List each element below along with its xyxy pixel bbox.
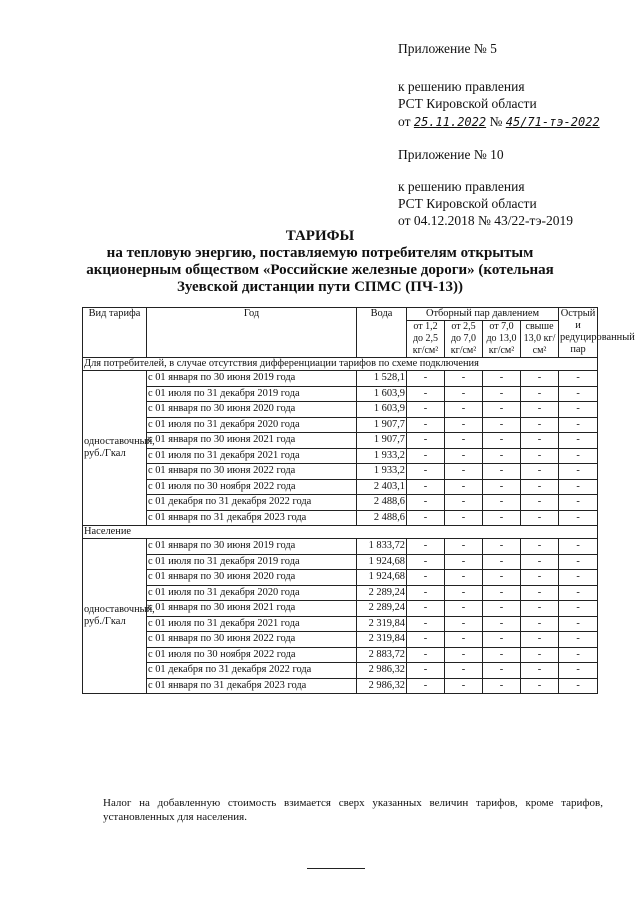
annex5-number: 45/71-тэ-2022 [505, 115, 600, 129]
empty-dash-cell: - [407, 616, 445, 632]
empty-dash-cell: - [407, 417, 445, 433]
empty-dash-cell: - [559, 678, 598, 694]
empty-dash-cell: - [483, 678, 521, 694]
empty-dash-cell: - [559, 539, 598, 555]
annex5-title: Приложение № 5 [398, 41, 497, 56]
annex5-line2: РСТ Кировской области [398, 96, 537, 111]
empty-dash-cell: - [445, 539, 483, 555]
empty-dash-cell: - [483, 601, 521, 617]
water-value: 1 603,9 [357, 386, 407, 402]
period-cell: с 01 января по 30 июня 2019 года [147, 371, 357, 387]
empty-dash-cell: - [483, 510, 521, 526]
tariff-table [82, 307, 635, 694]
header-steam: Отборный пар давлением [407, 308, 559, 321]
period-cell: с 01 января по 30 июня 2019 года [147, 539, 357, 555]
table-row [83, 585, 598, 601]
empty-dash-cell: - [521, 554, 559, 570]
empty-dash-cell: - [407, 495, 445, 511]
period-cell: с 01 января по 30 июня 2021 года [147, 433, 357, 449]
table-row [83, 464, 598, 480]
empty-dash-cell: - [559, 433, 598, 449]
empty-dash-cell: - [483, 417, 521, 433]
empty-dash-cell: - [445, 417, 483, 433]
period-cell: с 01 января по 31 декабря 2023 года [147, 510, 357, 526]
table-row [83, 678, 598, 694]
water-value: 1 528,1 [357, 371, 407, 387]
table-row [83, 479, 598, 495]
empty-dash-cell: - [521, 632, 559, 648]
empty-dash-cell: - [521, 464, 559, 480]
period-cell: с 01 января по 30 июня 2020 года [147, 570, 357, 586]
period-cell: с 01 июля по 31 декабря 2020 года [147, 417, 357, 433]
table-row [83, 554, 598, 570]
empty-dash-cell: - [559, 479, 598, 495]
period-cell: с 01 января по 31 декабря 2023 года [147, 678, 357, 694]
empty-dash-cell: - [407, 570, 445, 586]
empty-dash-cell: - [407, 479, 445, 495]
empty-dash-cell: - [521, 570, 559, 586]
empty-dash-cell: - [445, 647, 483, 663]
doc-title: ТАРИФЫ [285, 228, 355, 244]
period-cell: с 01 июля по 31 декабря 2019 года [147, 554, 357, 570]
empty-dash-cell: - [521, 601, 559, 617]
empty-dash-cell: - [559, 510, 598, 526]
annex10-line2: РСТ Кировской области [398, 196, 537, 211]
table-row [83, 417, 598, 433]
empty-dash-cell: - [521, 433, 559, 449]
table-row [83, 402, 598, 418]
annex5-from: от [398, 114, 411, 129]
header-water: Вода [357, 308, 407, 358]
empty-dash-cell: - [407, 678, 445, 694]
header-kind: Вид тарифа [83, 308, 147, 358]
empty-dash-cell: - [559, 585, 598, 601]
empty-dash-cell: - [483, 632, 521, 648]
empty-dash-cell: - [483, 464, 521, 480]
empty-dash-cell: - [559, 417, 598, 433]
empty-dash-cell: - [483, 616, 521, 632]
empty-dash-cell: - [407, 448, 445, 464]
empty-dash-cell: - [407, 663, 445, 679]
empty-dash-cell: - [521, 417, 559, 433]
empty-dash-cell: - [483, 647, 521, 663]
header-year: Год [147, 308, 357, 358]
table-row [83, 570, 598, 586]
empty-dash-cell: - [483, 433, 521, 449]
table-row [83, 433, 598, 449]
empty-dash-cell: - [521, 678, 559, 694]
annex10-line1: к решению правления [398, 179, 525, 194]
period-cell: с 01 декабря по 31 декабря 2022 года [147, 663, 357, 679]
annex5-line1: к решению правления [398, 79, 525, 94]
empty-dash-cell: - [445, 510, 483, 526]
header-pressure-2: от 2,5 до 7,0 кг/см² [445, 321, 483, 358]
empty-dash-cell: - [483, 554, 521, 570]
header-sharp-steam: Острый и редуцированный пар [559, 308, 598, 358]
empty-dash-cell: - [445, 554, 483, 570]
empty-dash-cell: - [521, 663, 559, 679]
water-value: 1 933,2 [357, 448, 407, 464]
empty-dash-cell: - [445, 601, 483, 617]
empty-dash-cell: - [483, 402, 521, 418]
water-value: 2 488,6 [357, 495, 407, 511]
empty-dash-cell: - [483, 570, 521, 586]
doc-subtitle-3: Зуевской дистанции пути СПМС (ПЧ-13)) [177, 279, 463, 295]
water-value: 2 403,1 [357, 479, 407, 495]
header-pressure-3: от 7,0 до 13,0 кг/см² [483, 321, 521, 358]
empty-dash-cell: - [559, 601, 598, 617]
period-cell: с 01 июля по 31 декабря 2021 года [147, 616, 357, 632]
empty-dash-cell: - [483, 448, 521, 464]
period-cell: с 01 января по 30 июня 2022 года [147, 464, 357, 480]
table-row [83, 663, 598, 679]
empty-dash-cell: - [521, 479, 559, 495]
water-value: 1 933,2 [357, 464, 407, 480]
signature-rule [307, 868, 365, 869]
empty-dash-cell: - [521, 647, 559, 663]
empty-dash-cell: - [407, 402, 445, 418]
empty-dash-cell: - [445, 495, 483, 511]
period-cell: с 01 июля по 31 декабря 2020 года [147, 585, 357, 601]
section-title: Для потребителей, в случае отсутствия дифференциации тарифов по схеме подключения [83, 358, 598, 371]
water-value: 2 986,32 [357, 663, 407, 679]
empty-dash-cell: - [445, 678, 483, 694]
empty-dash-cell: - [407, 510, 445, 526]
empty-dash-cell: - [407, 386, 445, 402]
period-cell: с 01 января по 30 июня 2020 года [147, 402, 357, 418]
water-value: 2 986,32 [357, 678, 407, 694]
annex5-num-label: № [489, 114, 503, 129]
empty-dash-cell: - [521, 448, 559, 464]
empty-dash-cell: - [445, 371, 483, 387]
water-value: 1 603,9 [357, 402, 407, 418]
doc-subtitle-1: на тепловую энергию, поставляемую потребителям открытым [106, 245, 534, 261]
tariff-kind: одноставочный, руб./Гкал [83, 539, 147, 694]
empty-dash-cell: - [559, 495, 598, 511]
annex10-line3: от 04.12.2018 № 43/22-тэ-2019 [398, 213, 573, 228]
header-pressure-1: от 1,2 до 2,5 кг/см² [407, 321, 445, 358]
empty-dash-cell: - [483, 663, 521, 679]
empty-dash-cell: - [407, 585, 445, 601]
empty-dash-cell: - [445, 448, 483, 464]
empty-dash-cell: - [445, 570, 483, 586]
table-row [83, 371, 598, 387]
empty-dash-cell: - [483, 386, 521, 402]
empty-dash-cell: - [483, 539, 521, 555]
empty-dash-cell: - [521, 616, 559, 632]
table-row [83, 616, 598, 632]
table-row [83, 632, 598, 648]
water-value: 1 833,72 [357, 539, 407, 555]
empty-dash-cell: - [445, 433, 483, 449]
period-cell: с 01 декабря по 31 декабря 2022 года [147, 495, 357, 511]
table-row [83, 495, 598, 511]
water-value: 2 883,72 [357, 647, 407, 663]
empty-dash-cell: - [559, 464, 598, 480]
empty-dash-cell: - [483, 371, 521, 387]
annex10-title: Приложение № 10 [398, 147, 504, 162]
table-row [83, 601, 598, 617]
annex5-line3 [398, 113, 600, 131]
period-cell: с 01 июля по 30 ноября 2022 года [147, 647, 357, 663]
empty-dash-cell: - [559, 554, 598, 570]
empty-dash-cell: - [407, 464, 445, 480]
header-pressure-4: свыше 13,0 кг/см² [521, 321, 559, 358]
empty-dash-cell: - [407, 601, 445, 617]
annex5-date: 25.11.2022 [413, 115, 487, 129]
water-value: 2 289,24 [357, 601, 407, 617]
water-value: 1 924,68 [357, 570, 407, 586]
empty-dash-cell: - [559, 371, 598, 387]
empty-dash-cell: - [521, 539, 559, 555]
empty-dash-cell: - [521, 402, 559, 418]
doc-subtitle-2: акционерным обществом «Российские железные дороги» (котельная [86, 262, 554, 278]
empty-dash-cell: - [559, 402, 598, 418]
empty-dash-cell: - [559, 647, 598, 663]
section-title: Население [83, 526, 598, 539]
empty-dash-cell: - [407, 647, 445, 663]
empty-dash-cell: - [407, 632, 445, 648]
empty-dash-cell: - [559, 386, 598, 402]
water-value: 1 924,68 [357, 554, 407, 570]
empty-dash-cell: - [559, 448, 598, 464]
empty-dash-cell: - [521, 495, 559, 511]
period-cell: с 01 июля по 31 декабря 2021 года [147, 448, 357, 464]
empty-dash-cell: - [407, 433, 445, 449]
table-row [83, 510, 598, 526]
empty-dash-cell: - [521, 371, 559, 387]
table-row [83, 448, 598, 464]
period-cell: с 01 января по 30 июня 2022 года [147, 632, 357, 648]
vat-note: Налог на добавленную стоимость взимается сверх указанных величин тарифов, кроме тарифов, установленных для населения. [103, 797, 603, 823]
empty-dash-cell: - [559, 632, 598, 648]
empty-dash-cell: - [445, 585, 483, 601]
table-row [83, 386, 598, 402]
empty-dash-cell: - [445, 402, 483, 418]
water-value: 2 319,84 [357, 632, 407, 648]
period-cell: с 01 июля по 31 декабря 2019 года [147, 386, 357, 402]
empty-dash-cell: - [445, 663, 483, 679]
empty-dash-cell: - [483, 585, 521, 601]
empty-dash-cell: - [445, 464, 483, 480]
empty-dash-cell: - [521, 386, 559, 402]
water-value: 2 289,24 [357, 585, 407, 601]
tariff-table-body [83, 358, 598, 694]
empty-dash-cell: - [445, 386, 483, 402]
tariff-kind: одноставочный, руб./Гкал [83, 371, 147, 526]
period-cell: с 01 июля по 30 ноября 2022 года [147, 479, 357, 495]
empty-dash-cell: - [559, 570, 598, 586]
empty-dash-cell: - [445, 479, 483, 495]
empty-dash-cell: - [559, 663, 598, 679]
empty-dash-cell: - [559, 616, 598, 632]
water-value: 1 907,7 [357, 433, 407, 449]
water-value: 2 488,6 [357, 510, 407, 526]
water-value: 2 319,84 [357, 616, 407, 632]
empty-dash-cell: - [407, 554, 445, 570]
empty-dash-cell: - [407, 371, 445, 387]
empty-dash-cell: - [445, 632, 483, 648]
empty-dash-cell: - [445, 616, 483, 632]
empty-dash-cell: - [483, 479, 521, 495]
period-cell: с 01 января по 30 июня 2021 года [147, 601, 357, 617]
empty-dash-cell: - [521, 585, 559, 601]
water-value: 1 907,7 [357, 417, 407, 433]
empty-dash-cell: - [521, 510, 559, 526]
empty-dash-cell: - [407, 539, 445, 555]
table-row [83, 539, 598, 555]
empty-dash-cell: - [483, 495, 521, 511]
table-row [83, 647, 598, 663]
